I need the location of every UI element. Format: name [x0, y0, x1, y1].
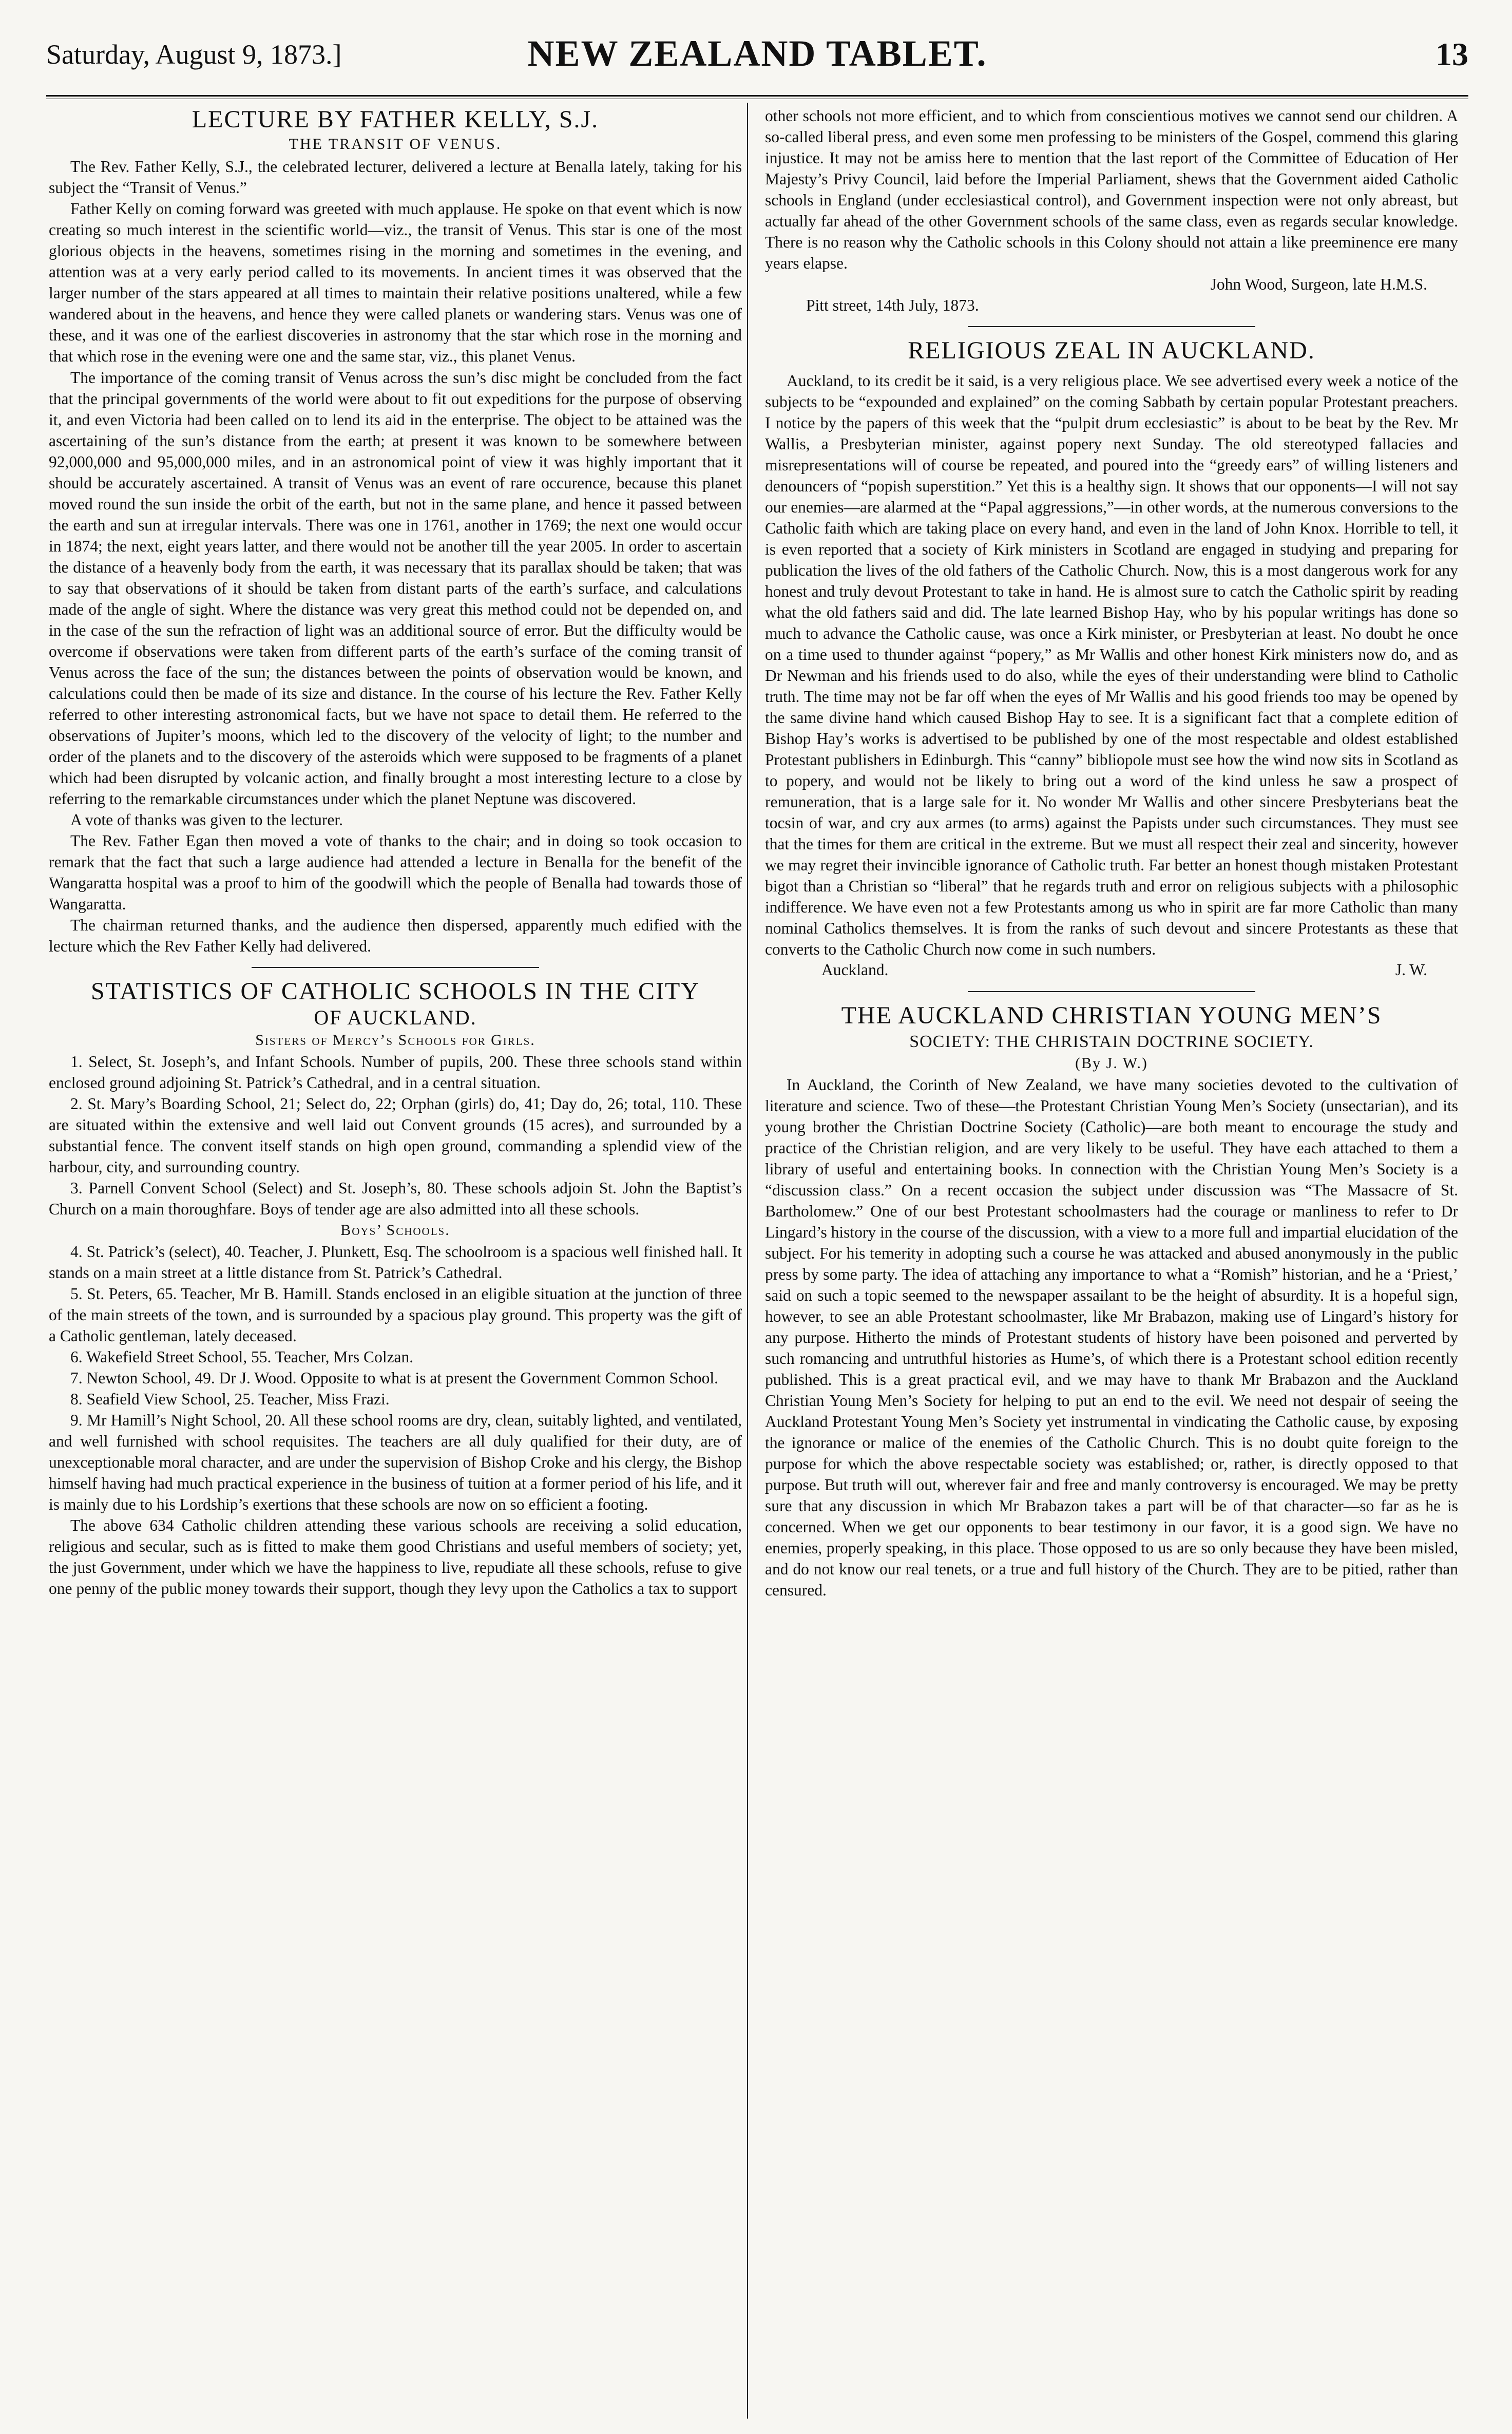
section-rule	[252, 967, 539, 968]
section-rule	[968, 326, 1255, 327]
school-item: 3. Parnell Convent School (Select) and St. Joseph’s, 80. These schools adjoin St. John the Baptist’s Church on a main thoroughfare. Boys of tender age are also admitted into all these schools.	[49, 1178, 742, 1218]
left-column	[49, 105, 742, 1599]
section-rule	[968, 991, 1255, 992]
page-number: 13	[1436, 36, 1468, 72]
statistics-continued	[765, 105, 1458, 316]
issue-date: Saturday, August 9, 1873.]	[46, 39, 342, 70]
paragraph: The Rev. Father Egan then moved a vote of thanks to the chair; and in doing so took occasion to remark that the fact that such a large audience had attended a lecture in Benalla for the benefit of the Wangaratta hospital was a proof to him of the goodwill which the people of Benalla had towards those of Wangaratta.	[49, 832, 742, 914]
religious-zeal-title: RELIGIOUS ZEAL IN AUCKLAND.	[908, 337, 1315, 365]
paragraph: In Auckland, the Corinth of New Zealand, we have many societies devoted to the cultivation of literature and science. Two of these—the Protestant Christian Young Men’s Society (unsectarian), and its young brother the Christian Doctrine Society (Catholic)—are both meant to encourage the study and practice of the Christian religion, and are very likely to be useful. They have each attached to them a library of useful and entertaining books. In connection with the Christian Young Men’s Society is a “discussion class.” On a recent occasion the subject under discussion was “The Massacre of St. Bartholomew.” One of our best Protestant schoolmasters had the courage or manliness to refer to Dr Lingard’s history in the course of the discussion, with a view to a more full and impartial elucidation of the subject. For his temerity in adopting such a course he was attacked and abused anonymously in the public press by some party. The idea of attaching any importance to what a “Romish” historian, and he a ‘Priest,’ said on such a topic seemed to the newspaper assailant to be the height of absurdity. It is a hopeful sign, however, to see an able Protestant schoolmaster, like Mr Brabazon, making use of Lingard’s history for any purpose. Hitherto the minds of Protestant students of history have been poisoned and perverted by such romancing and untruthful histories as Hume’s, of which there is a Protestant school edition recently published. This is a great practical evil, and we may have to thank Mr Brabazon and the Auckland Christian Young Men’s Society for helping to put an end to the evil. We need not despair of seeing the Auckland Protestant Young Men’s Society yet instrumental in vindicating the Catholic cause, by exposing the ignorance or malice of the enemies of the Catholic Church. This is no doubt quite foreign to the purpose for which the above respectable society was established; or, rather, is directly opposed to that purpose. But truth will out, wherever fair and free and manly controversy is encouraged. We may be pretty sure that any discussion in which Mr Brabazon takes a part will be of that character—so far as he is concerned. When we get our opponents to bear testimony in our favor, it is a good sign. We have no enemies, properly speaking, in this place. Those opposed to us are so only because they have been misled, and do not know our real tenets, or a true and full history of the Church. They are to be pitied, rather than censured.	[765, 1075, 1458, 1600]
dateline: Pitt street, 14th July, 1873.	[806, 296, 979, 315]
signoff	[765, 960, 1458, 981]
paragraph: The chairman returned thanks, and the audience then dispersed, apparently much edified with the lecture which the Rev Father Kelly had delivered.	[49, 916, 742, 956]
school-item: 6. Wakefield Street School, 55. Teacher, Mrs Colzan.	[70, 1347, 414, 1366]
paragraph: The Rev. Father Kelly, S.J., the celebrated lecturer, delivered a lecture at Benalla lately, taking for his subject the “Transit of Venus.”	[49, 158, 742, 197]
girls-schools-heading: Sisters of Mercy’s Schools for Girls.	[255, 1031, 535, 1049]
boys-schools-heading: Boys’ Schools.	[340, 1221, 450, 1239]
religious-zeal-article	[765, 336, 1458, 981]
statistics-title-line2: OF AUCKLAND.	[314, 1005, 477, 1029]
paragraph: A vote of thanks was given to the lecturer.	[70, 811, 343, 829]
statistics-title: STATISTICS OF CATHOLIC SCHOOLS IN THE CITY	[90, 978, 700, 1005]
paragraph: Father Kelly on coming forward was greeted with much applause. He spoke on that event which is now creating so much interest in the scientific world—viz., the transit of Venus. This star is one of the most glorious objects in the heavens, sometimes rising in the morning and sometimes in the evening, and attention was at a very early period called to its movements. In ancient times it was observed that the larger number of the stars appeared at all times to maintain their relative positions unaltered, while a few wandered about in the heavens, and hence they were called planets or wandering stars. Venus was one of these, and it was one of the earliest discoveries in astronomy that the star which rose in the morning and that which rose in the evening were one and the same star, viz., this planet Venus.	[49, 200, 742, 366]
right-column	[765, 105, 1458, 1601]
society-article	[765, 1001, 1458, 1601]
school-item: 8. Seafield View School, 25. Teacher, Miss Frazi.	[70, 1390, 390, 1409]
school-item: 4. St. Patrick’s (select), 40. Teacher, J. Plunkett, Esq. The schoolroom is a spacious well finished hall. It stands on a main street at a little distance from St. Patrick’s Cathedral.	[49, 1242, 742, 1282]
paragraph: other schools not more efficient, and to which from conscientious motives we cannot send our children. A so-called liberal press, and even some men professing to be ministers of the Gospel, commend this glaring injustice. It may not be amiss here to mention that the last report of the Committee of Education of Her Majesty’s Privy Council, laid before the Imperial Parliament, shews that the Government aided Catholic schools in England (under ecclesiastical control), and Government inspection were not only abreast, but actually far ahead of the other Government schools of the same class, even as regards secular knowledge. There is no reason why the Catholic schools in this Colony should not attain a like preeminence ere many years elapse.	[765, 107, 1458, 273]
lecture-subtitle: THE TRANSIT OF VENUS.	[289, 136, 502, 153]
masthead-rule	[46, 95, 1468, 97]
school-item: 9. Mr Hamill’s Night School, 20. All these school rooms are dry, clean, suitably lighted, and ventilated, and well furnished with school requisites. The teachers are all duly qualified for their duty, are of unexceptionable moral character, and are under the supervision of Bishop Croke and his clergy, the Bishop himself having had much practical experience in the business of tuition at a former period of his life, and it is mainly due to his Lordship’s exertions that these schools are now on so efficient a footing.	[49, 1411, 742, 1514]
masthead	[46, 23, 1468, 74]
school-item: 2. St. Mary’s Boarding School, 21; Select do, 22; Orphan (girls) do, 41; Day do, 26; total, 110. These are situated within the extensive and well laid out Convent grounds (15 acres), and surrounded by a substantial fence. The convent itself stands on high open ground, commanding a splendid view of the harbour, city, and surrounding country.	[49, 1094, 742, 1176]
signoff-initials: J. W.	[1395, 961, 1427, 979]
byline: (By J. W.)	[1075, 1054, 1148, 1072]
lecture-article	[49, 105, 742, 957]
school-item: 5. St. Peters, 65. Teacher, Mr B. Hamill. Stands enclosed in an eligible situation at the junction of three of the main streets of the town, and is surrounded by a spacious play ground. This property was the gift of a Catholic gentleman, lately deceased.	[49, 1284, 742, 1345]
school-item: 1. Select, St. Joseph’s, and Infant Schools. Number of pupils, 200. These three schools stand within enclosed ground adjoining St. Patrick’s Cathedral, and in a central situation.	[49, 1052, 742, 1092]
paragraph: Auckland, to its credit be it said, is a very religious place. We see advertised every week a notice of the subjects to be “expounded and explained” on the coming Sabbath by certain popular Protestant preachers. I notice by the papers of this week that the “pulpit drum ecclesiastic” is about to be beat by the Rev. Mr Wallis, a Presbyterian minister, against popery next Sunday. The old stereotyped fallacies and misrepresentations will of course be repeated, and poured into the “greedy ears” of willing listeners and denouncers of “popish superstition.” Yet this is a healthy sign. It shows that our opponents—I will not say our enemies—are alarmed at the “Papal aggressions,”—in other words, at the numerous conversions to the Catholic faith which are taking place on every hand, and even in the land of John Knox. Horrible to tell, it is even reported that a society of Kirk ministers in Scotland are engaged in studying and preparing for publication the lives of the old fathers of the Catholic Church. Now, this is a most dangerous work for any honest and truly devout Protestant to take in hand. He is almost sure to catch the Catholic spirit by reading what the old fathers said and did. The late learned Bishop Hay, who by his popular writings has done so much to advance the Catholic cause, was once a Kirk minister, or Presbyterian at least. No doubt he once on a time used to thunder against “popery,” as Mr Wallis and other honest Kirk ministers now do, and as Dr Newman and his friends used to do also, while the eyes of their understanding were blind to Catholic truth. The time may not be far off when the eyes of Mr Wallis and his good friends too may be opened by the same divine hand which caused Bishop Hay to see. It is a significant fact that a complete edition of Bishop Hay’s works is advertised to be published by one of the most respectable and oldest established Protestant publishers in Edinburgh. This “canny” bibliopole must see how the wind now sits in Scotland as to popery, and would not be likely to bring out a word of the kind unless he saw a prospect of remuneration, that is a large sale for it. No wonder Mr Wallis and other sincere Presbyterians beat the tocsin of war, and cry aux armes (to arms) against the Papists under such circumstances. They must see that the times for them are critical in the extreme. But we must all respect their zeal and sincerity, however we may regret their invincible ignorance of Catholic truth. Far better an honest though mistaken Protestant bigot than a Christian so “liberal” that he regards truth and error on religious subjects with a philosophic indifference. We have even not a few Protestants among us who in spirit are far more Catholic than many nominal Catholics themselves. It is from the ranks of such devout and sincere Protestants as these that converts to the Catholic Church now come in such numbers.	[765, 371, 1458, 959]
column-divider	[747, 103, 748, 2419]
signoff-place: Auckland.	[821, 961, 889, 979]
society-subtitle: SOCIETY: THE CHRISTAIN DOCTRINE SOCIETY.	[909, 1032, 1314, 1051]
school-item: 7. Newton School, 49. Dr J. Wood. Opposite to what is at present the Government Common School.	[70, 1369, 718, 1387]
society-title: THE AUCKLAND CHRISTIAN YOUNG MEN’S	[841, 1002, 1382, 1030]
author-signature: John Wood, Surgeon, late H.M.S.	[1210, 275, 1427, 294]
statistics-article	[49, 977, 742, 1599]
lecture-title: LECTURE BY FATHER KELLY, S.J.	[192, 106, 599, 133]
paragraph: The above 634 Catholic children attending these various schools are receiving a solid education, religious and secular, such as is fitted to make them good Christians and useful members of society; yet, the just Government, under which we have the happiness to live, repudiate all these schools, refuse to give one penny of the public money towards their support, though they levy upon the Catholics a tax to support	[49, 1516, 742, 1598]
paragraph: The importance of the coming transit of Venus across the sun’s disc might be concluded from the fact that the principal governments of the world were about to fit out expeditions for the purpose of observing it, and even Victoria had been called on to lend its aid in the enterprise. The object to be attained was the ascertaining of the sun’s distance from the earth; at present it was known to be somewhere between 92,000,000 and 95,000,000 miles, and in an astronomical point of view it was highly important that it should be accurately ascertained. A transit of Venus was an event of rare occurence, because this planet moved round the sun inside the orbit of the earth, but not in the same plane, and hence it passed between the earth and sun at irregular intervals. There was one in 1761, another in 1769; the next one would occur in 1874; the next, eight years latter, and there would not be another till the year 2005. In order to ascertain the distance of a heavenly body from the earth, it was necessary that its parallax should be taken; that was to say that observations of it should be taken from distant parts of the earth’s surface, and calculations made of the angle of sight. Where the distance was very great this method could not be depended on, and in the case of the sun the refraction of light was an additional source of error. But the difficulty would be overcome if observations were taken from different parts of the earth’s surface of the coming transit of Venus across the face of the sun; the distances between the points of observation would be known, and calculations could then be made of its size and distance. In the course of his lecture the Rev. Father Kelly referred to other interesting astronomical facts, but we have not space to detail them. He referred to the observations of Jupiter’s moons, which led to the discovery of the velocity of light; to the number and order of the planets and to the discovery of the asteroids which were supposed to be fragments of a planet which had been disrupted by volcanic action, and finally brought a most interesting lecture to a close by referring to the remarkable circumstances under which the planet Neptune was discovered.	[49, 368, 742, 808]
newspaper-title: NEW ZEALAND TABLET.	[527, 33, 987, 74]
